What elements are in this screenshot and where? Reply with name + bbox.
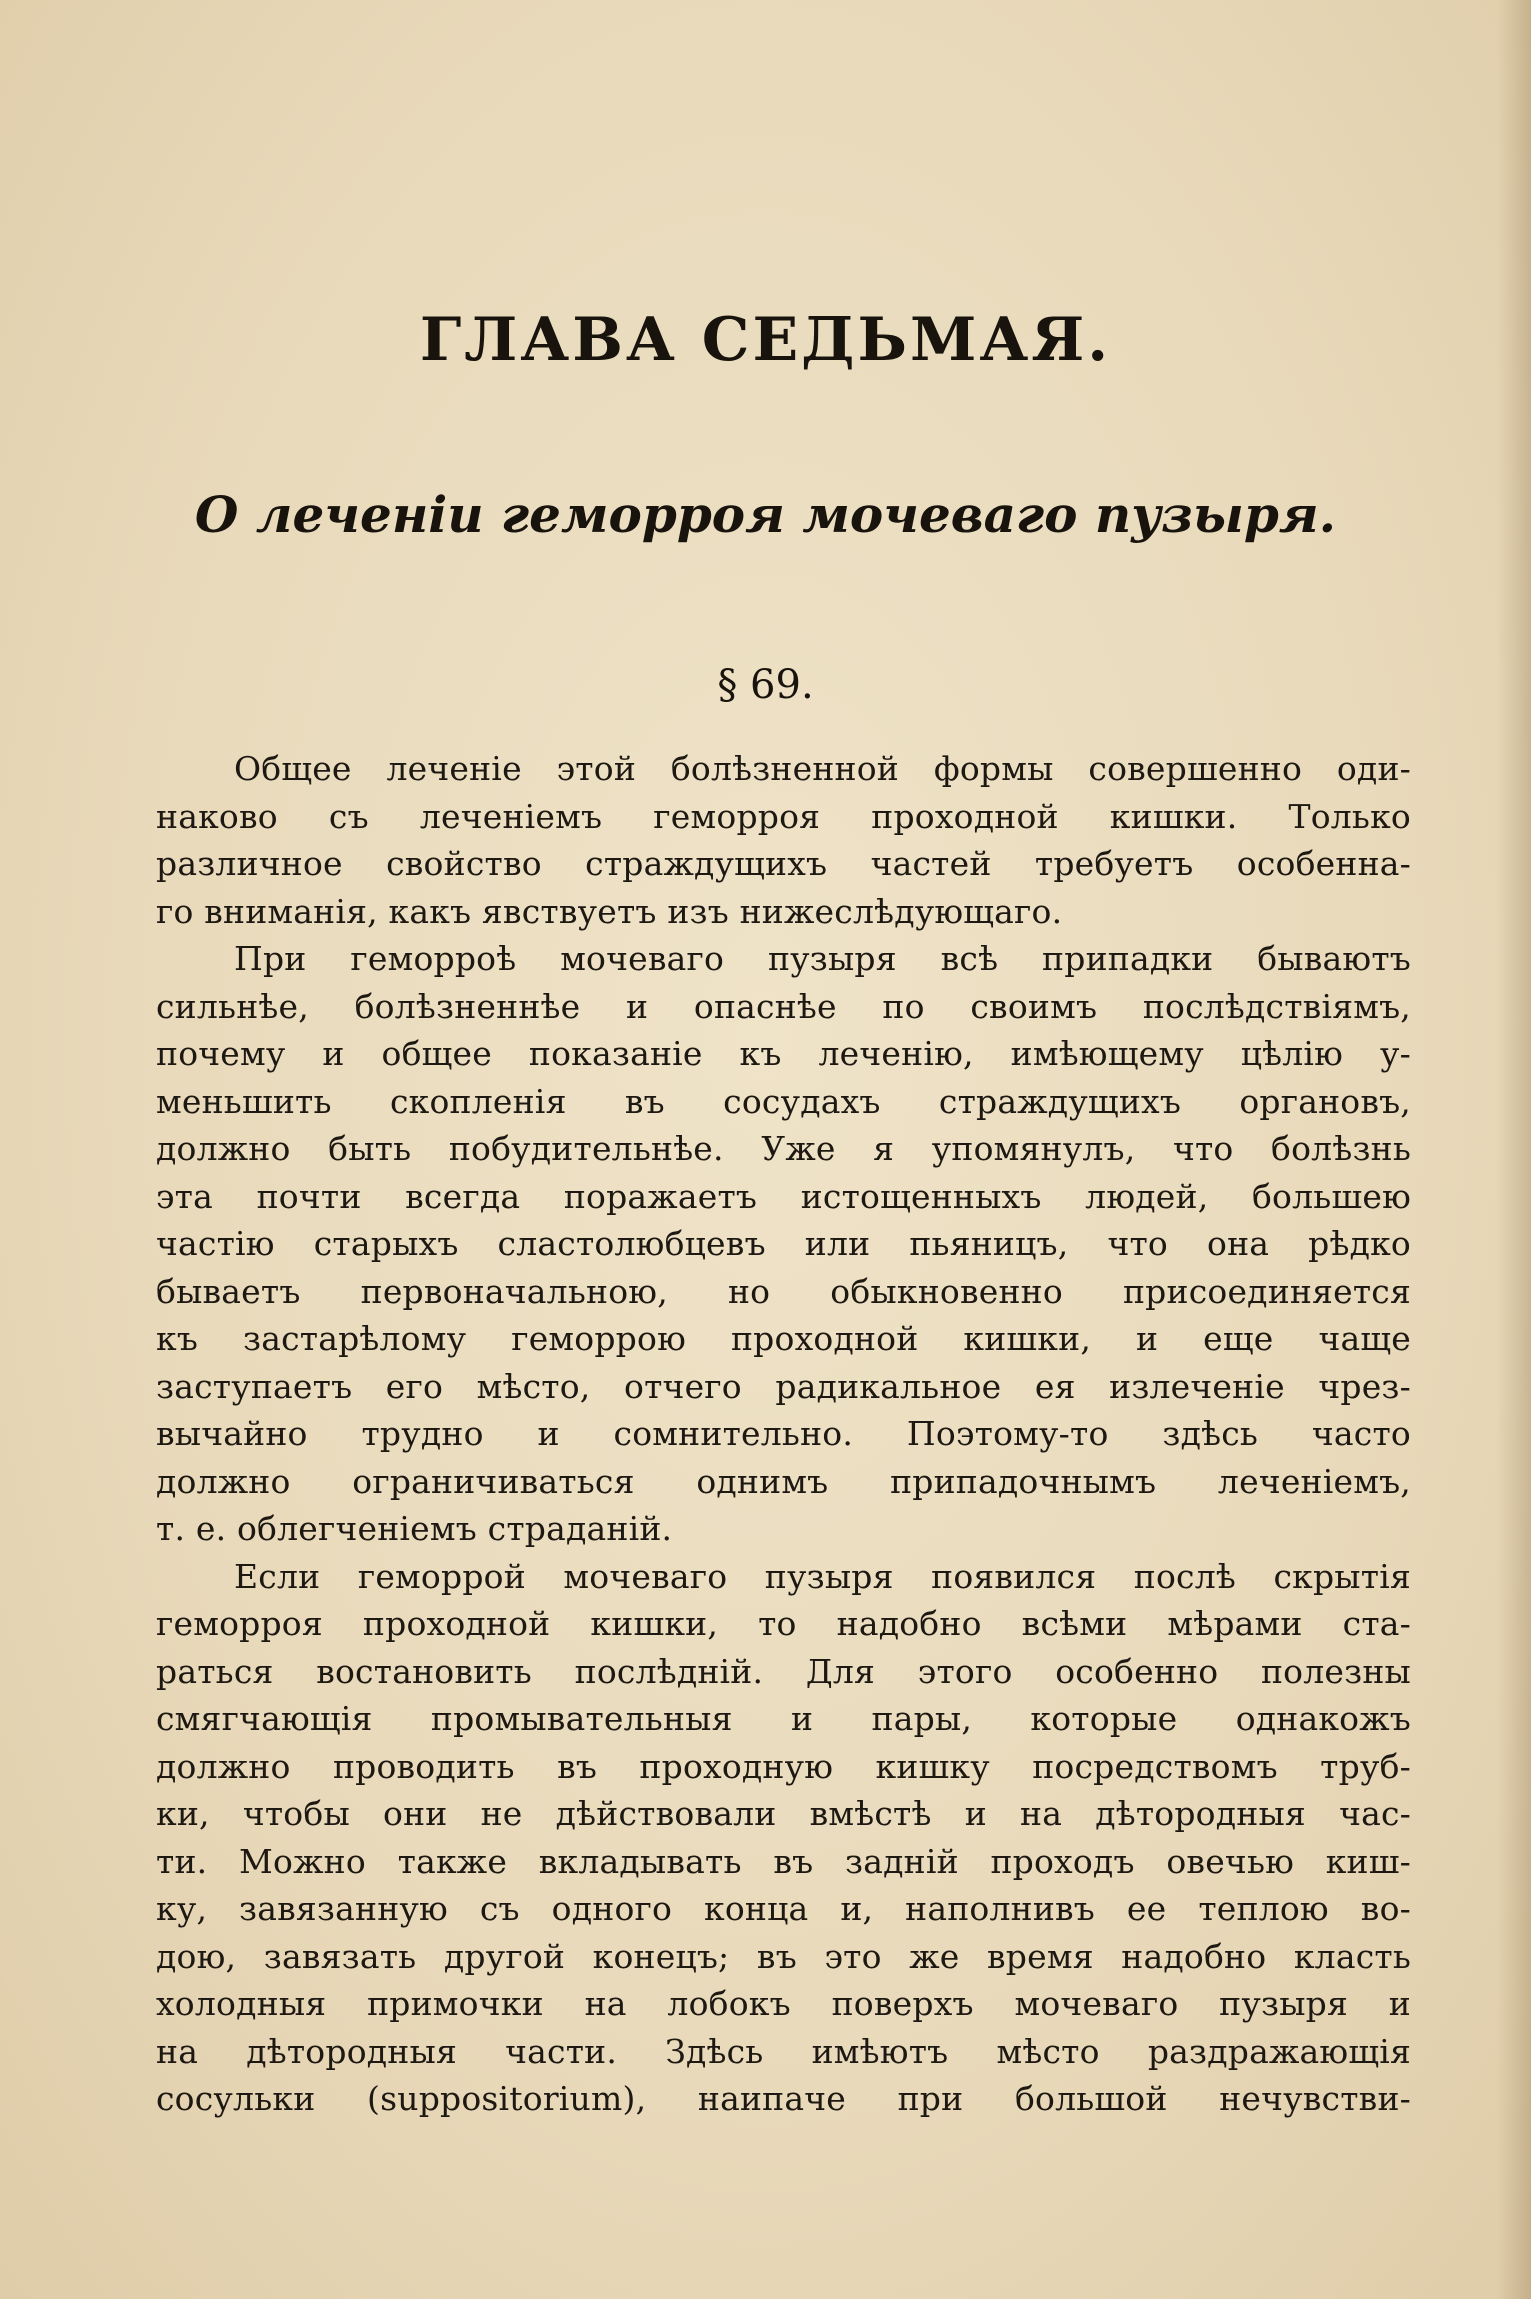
text-line: меньшить скопленія въ сосудахъ страждущихъ органовъ,	[156, 1081, 1411, 1121]
text-line: различное свойство страждущихъ частей требуетъ особенна-	[156, 844, 1411, 883]
text-line: Если геморрой мочеваго пузыря появился послѣ скрытія	[234, 1556, 1411, 1596]
text-line: должно ограничиваться однимъ припадочнымъ леченіемъ,	[156, 1461, 1411, 1501]
text-line: дою, завязать другой конецъ; въ это же время надобно класть	[156, 1936, 1411, 1976]
text-line: почему и общее показаніе къ леченію, имѣющему цѣлію у-	[156, 1034, 1411, 1073]
body-text	[156, 745, 1411, 2123]
text-line: частію старыхъ сластолюбцевъ или пьяницъ, что она рѣдко	[156, 1224, 1411, 1263]
text-line: При геморроѣ мочеваго пузыря всѣ припадки бываютъ	[234, 939, 1411, 978]
text-line: сосульки (suppositorium), наипаче при большой нечувстви-	[156, 2079, 1411, 2118]
chapter-title: ГЛАВА СЕДЬМАЯ.	[419, 305, 1112, 375]
text-line: бываетъ первоначальною, но обыкновенно присоединяется	[156, 1271, 1411, 1311]
text-line: ти. Можно также вкладывать въ задній проходъ овечью киш-	[156, 1841, 1411, 1881]
text-line: сильнѣе, болѣзненнѣе и опаснѣе по своимъ послѣдствіямъ,	[156, 986, 1411, 1026]
section-number: § 69.	[717, 662, 814, 708]
text-line: должно быть побудительнѣе. Уже я упомянулъ, что болѣзнь	[156, 1129, 1411, 1168]
text-line: т. е. облегченіемъ страданій.	[156, 1509, 673, 1548]
text-line: должно проводить въ проходную кишку посредствомъ труб-	[156, 1746, 1411, 1786]
text-line: ку, завязанную съ одного конца и, наполнивъ ее теплою во-	[156, 1889, 1411, 1928]
text-line: холодныя примочки на лобокъ поверхъ мочеваго пузыря и	[156, 1984, 1411, 2023]
text-line: наково съ леченіемъ геморроя проходной кишки. Только	[156, 796, 1411, 836]
text-line: смягчающія промывательныя и пары, которые однакожъ	[156, 1699, 1411, 1738]
text-line: на дѣтородныя части. Здѣсь имѣютъ мѣсто раздражающія	[156, 2031, 1411, 2071]
text-line: вычайно трудно и сомнительно. Поэтому-то здѣсь часто	[156, 1414, 1411, 1453]
text-line: Общее леченіе этой болѣзненной формы совершенно оди-	[234, 749, 1411, 788]
text-line: раться востановить послѣдній. Для этого особенно полезны	[156, 1651, 1411, 1691]
chapter-subtitle: О леченіи геморроя мочеваго пузыря.	[194, 485, 1337, 544]
text-line: къ застарѣлому геморрою проходной кишки, и еще чаще	[156, 1319, 1411, 1358]
text-line: го вниманія, какъ явствуетъ изъ нижеслѣдующаго.	[156, 891, 1063, 931]
text-line: ки, чтобы они не дѣйствовали вмѣстѣ и на дѣтородныя час-	[156, 1794, 1411, 1833]
text-line: заступаетъ его мѣсто, отчего радикальное ея излеченіе чрез-	[156, 1366, 1411, 1406]
text-line: геморроя проходной кишки, то надобно всѣми мѣрами ста-	[156, 1604, 1411, 1643]
text-line: эта почти всегда поражаетъ истощенныхъ людей, большею	[156, 1176, 1411, 1216]
